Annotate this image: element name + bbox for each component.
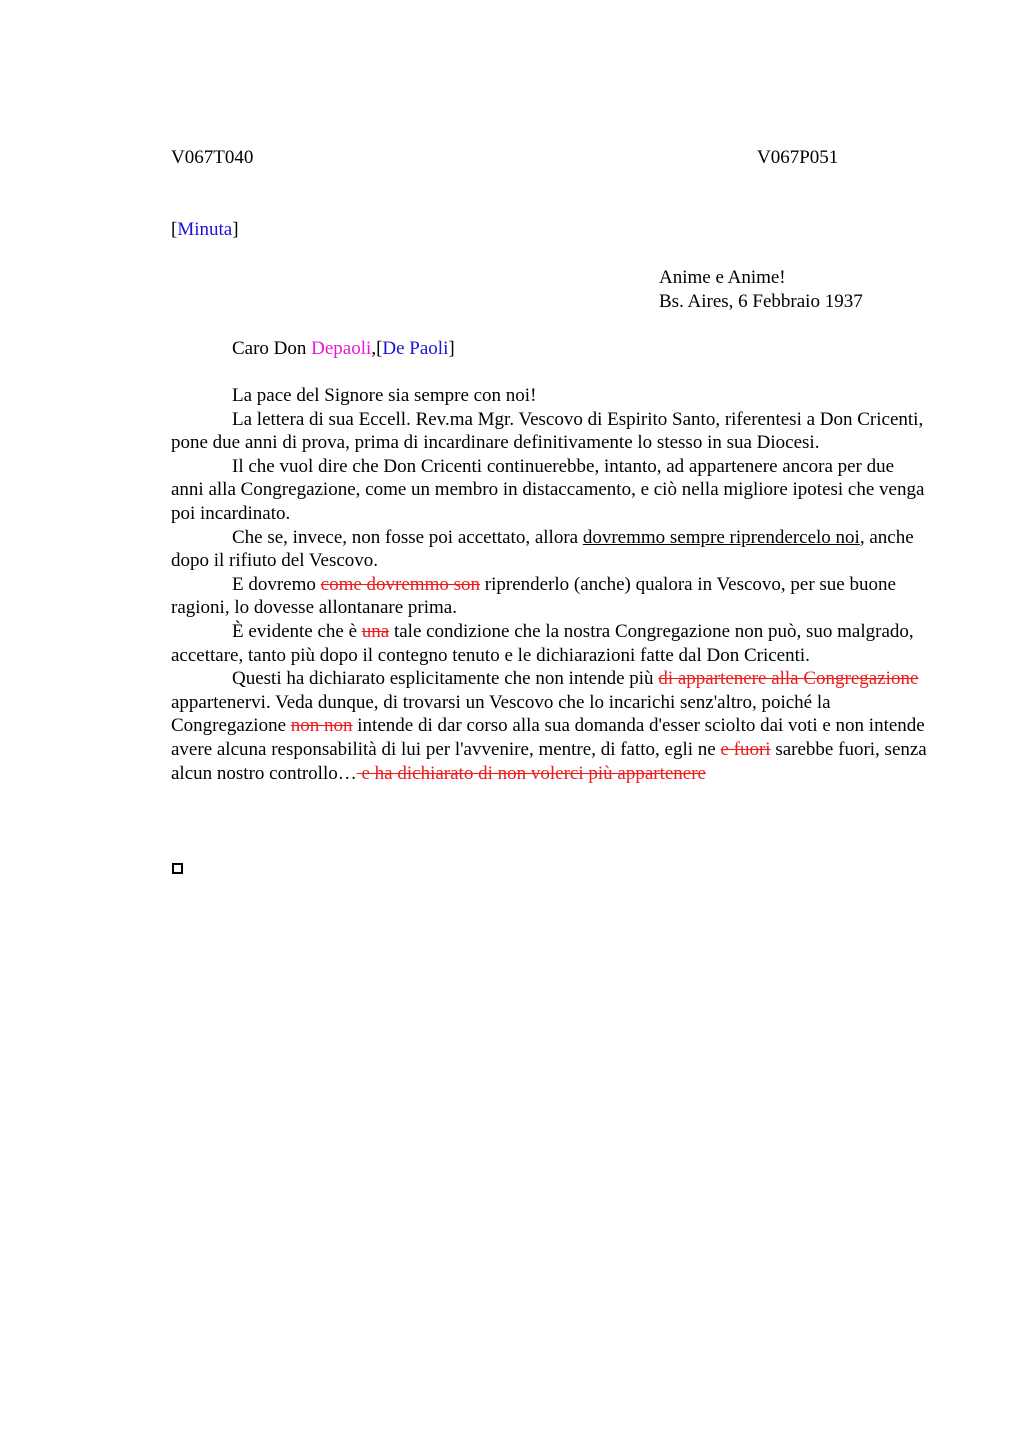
text-run: riprenderlo (anche) qualora in Vescovo, per sue buone ragioni, lo dovesse allontanare prima. <box>171 573 896 619</box>
salutation <box>232 337 455 361</box>
text-run: E dovremo <box>232 573 321 595</box>
text-run: appartenervi. Veda dunque, di trovarsi un Vescovo che lo incarichi senz'altro, poiché la Congregazione <box>171 691 831 737</box>
paragraph <box>171 620 931 667</box>
text-run: intende di dar corso alla sua domanda d'esser sciolto dai voti e non intende avere alcuna responsabilità di lui per l'avvenire, mentre, di fatto, egli ne <box>171 715 925 760</box>
salutation-prefix: Caro Don <box>232 338 312 359</box>
underlined-text: dovremmo sempre riprendercelo noi <box>582 526 860 548</box>
text-run: Questi ha dichiarato esplicitamente che non intende più <box>232 668 659 690</box>
paragraph-greeting: La pace del Signore sia sempre con noi! <box>232 385 537 406</box>
signature-block <box>659 266 863 313</box>
motto: Anime e Anime! <box>659 267 786 288</box>
salutation-sep: ,[ <box>371 338 383 359</box>
document-code-right: V067P051 <box>757 147 839 168</box>
deleted-text: come dovremmo son <box>320 573 481 595</box>
paragraph: Il che vuol dire che Don Cricenti continuerebbe, intanto, ad appartenere ancora per due anni alla Congregazione, come un membro in distaccamento, e ciò nella migliore ipotesi che venga poi incardinato. <box>171 455 925 524</box>
deleted-text: di appartenere alla Congregazione <box>658 668 919 690</box>
minuta-text: Minuta <box>177 219 233 240</box>
paragraph <box>171 573 931 620</box>
text-run: Che se, invece, non fosse poi accettato, allora <box>232 526 583 548</box>
bracket-open: [ <box>171 219 178 240</box>
salutation-name: Depaoli <box>311 338 372 359</box>
paragraph: La lettera di sua Eccell. Rev.ma Mgr. Vescovo di Espirito Santo, riferentesi a Don Cricenti, pone due anni di prova, prima di incardinare definitivamente lo stesso in sua Diocesi. <box>171 408 924 454</box>
paragraph <box>171 526 931 573</box>
deleted-text: e ha dichiarato di non volerci più appartenere <box>356 762 706 784</box>
salutation-close: ] <box>448 338 455 359</box>
bracket-close: ] <box>232 219 239 240</box>
deleted-text: e fuori <box>720 738 771 760</box>
square-icon <box>172 863 183 874</box>
text-run: , anche dopo il rifiuto del Vescovo. <box>171 526 914 572</box>
paragraph <box>171 667 931 785</box>
text-run: tale condizione che la nostra Congregazione non può, suo malgrado, accettare, tanto più dopo il contegno tenuto e le dichiarazioni fatte dal Don Cricenti. <box>171 620 914 666</box>
letter-body <box>171 384 931 785</box>
document-code-left: V067T040 <box>171 147 254 168</box>
place-date: Bs. Aires, 6 Febbraio 1937 <box>659 290 863 312</box>
deleted-text: una <box>361 620 390 642</box>
text-run: sarebbe fuori, senza alcun nostro controllo… <box>171 738 927 784</box>
deleted-text: non non <box>290 715 353 737</box>
text-run: È evidente che è <box>232 620 362 642</box>
minuta-label <box>171 218 239 242</box>
salutation-corrected: De Paoli <box>382 338 449 359</box>
